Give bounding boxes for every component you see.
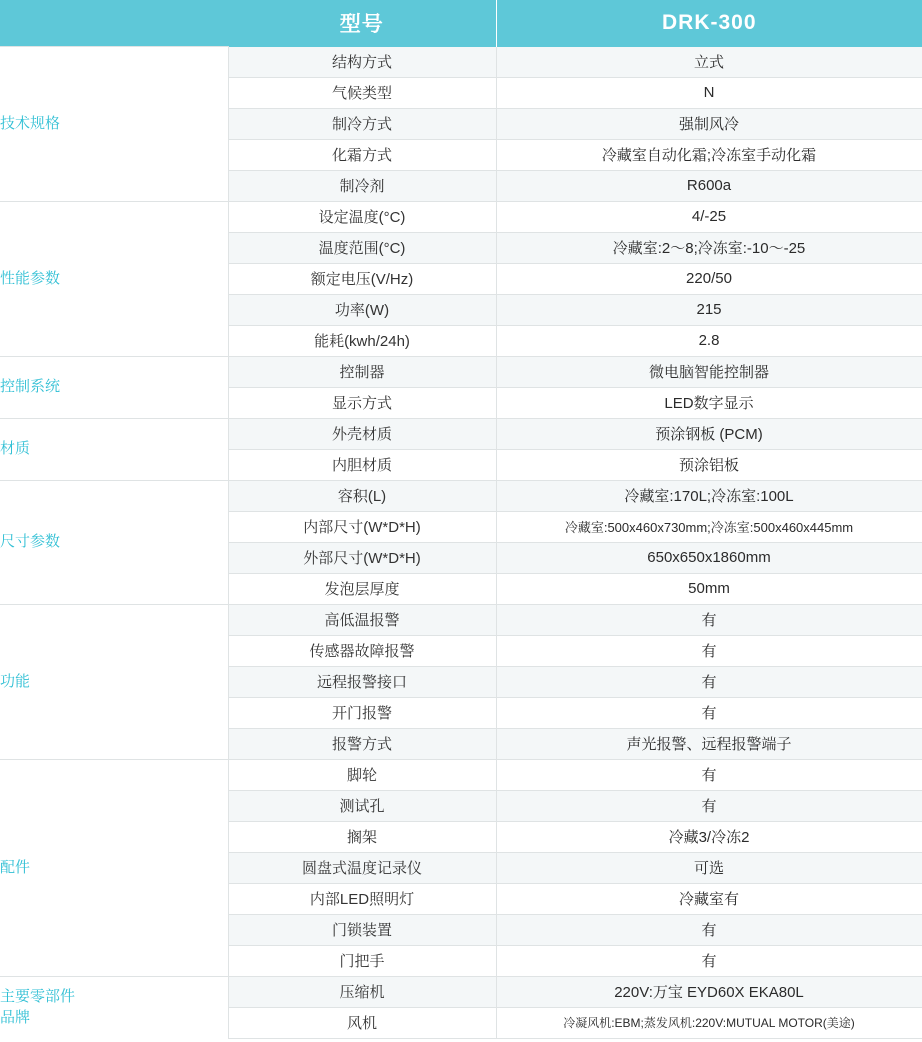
header-label: 型号 xyxy=(228,0,496,47)
spec-item: 能耗(kwh/24h) xyxy=(228,325,496,356)
spec-item: 搁架 xyxy=(228,821,496,852)
spec-value: 有 xyxy=(496,604,922,635)
header-spacer xyxy=(0,0,228,47)
spec-item: 气候类型 xyxy=(228,77,496,108)
spec-value: 有 xyxy=(496,697,922,728)
table-row xyxy=(0,480,922,511)
spec-value: 立式 xyxy=(496,47,922,78)
spec-value: 强制风冷 xyxy=(496,108,922,139)
category-dimensions: 尺寸参数 xyxy=(0,480,228,604)
spec-item: 显示方式 xyxy=(228,387,496,418)
spec-value: 有 xyxy=(496,945,922,976)
spec-item: 压缩机 xyxy=(228,976,496,1007)
category-functions: 功能 xyxy=(0,604,228,759)
table-row xyxy=(0,976,922,1007)
table-row xyxy=(0,759,922,790)
spec-item: 风机 xyxy=(228,1007,496,1038)
category-line-1: 主要零部件 xyxy=(0,987,76,1005)
table-row xyxy=(0,604,922,635)
spec-item: 结构方式 xyxy=(228,47,496,78)
spec-value: LED数字显示 xyxy=(496,387,922,418)
category-control-system: 控制系统 xyxy=(0,356,228,418)
spec-value: 预涂钢板 (PCM) xyxy=(496,418,922,449)
spec-value: 冷藏3/冷冻2 xyxy=(496,821,922,852)
table-header-row xyxy=(0,0,922,47)
spec-item: 测试孔 xyxy=(228,790,496,821)
spec-value: 冷藏室:500x460x730mm;冷冻室:500x460x445mm xyxy=(496,511,922,542)
spec-value: 微电脑智能控制器 xyxy=(496,356,922,387)
spec-item: 内部LED照明灯 xyxy=(228,883,496,914)
spec-value: 冷藏室:170L;冷冻室:100L xyxy=(496,480,922,511)
spec-value: 有 xyxy=(496,666,922,697)
spec-item: 温度范围(°C) xyxy=(228,232,496,263)
spec-item: 报警方式 xyxy=(228,728,496,759)
spec-item: 圆盘式温度记录仪 xyxy=(228,852,496,883)
spec-item: 制冷方式 xyxy=(228,108,496,139)
spec-value: 220/50 xyxy=(496,263,922,294)
table-row xyxy=(0,47,922,78)
spec-item: 脚轮 xyxy=(228,759,496,790)
spec-item: 外部尺寸(W*D*H) xyxy=(228,542,496,573)
category-performance: 性能参数 xyxy=(0,201,228,356)
spec-value: 215 xyxy=(496,294,922,325)
category-material: 材质 xyxy=(0,418,228,480)
spec-value: 预涂铝板 xyxy=(496,449,922,480)
spec-item: 内胆材质 xyxy=(228,449,496,480)
table-row xyxy=(0,356,922,387)
spec-item: 开门报警 xyxy=(228,697,496,728)
spec-item: 内部尺寸(W*D*H) xyxy=(228,511,496,542)
spec-value: 有 xyxy=(496,914,922,945)
spec-item: 控制器 xyxy=(228,356,496,387)
spec-value: 可选 xyxy=(496,852,922,883)
spec-item: 额定电压(V/Hz) xyxy=(228,263,496,294)
spec-value: 冷凝风机:EBM;蒸发风机:220V:MUTUAL MOTOR(美途) xyxy=(496,1007,922,1038)
header-model: DRK-300 xyxy=(496,0,922,47)
spec-item: 化霜方式 xyxy=(228,139,496,170)
table-row xyxy=(0,418,922,449)
spec-item: 外壳材质 xyxy=(228,418,496,449)
category-main-components-brand xyxy=(0,976,228,1038)
spec-value: 有 xyxy=(496,790,922,821)
spec-item: 高低温报警 xyxy=(228,604,496,635)
spec-value: 650x650x1860mm xyxy=(496,542,922,573)
spec-value: 冷藏室有 xyxy=(496,883,922,914)
table-row xyxy=(0,201,922,232)
spec-value: 冷藏室:2〜8;冷冻室:-10〜-25 xyxy=(496,232,922,263)
spec-value: N xyxy=(496,77,922,108)
spec-item: 门锁装置 xyxy=(228,914,496,945)
spec-value: 2.8 xyxy=(496,325,922,356)
spec-value: 50mm xyxy=(496,573,922,604)
spec-value: 声光报警、远程报警端子 xyxy=(496,728,922,759)
spec-item: 设定温度(°C) xyxy=(228,201,496,232)
spec-item: 远程报警接口 xyxy=(228,666,496,697)
spec-item: 制冷剂 xyxy=(228,170,496,201)
spec-value: 4/-25 xyxy=(496,201,922,232)
category-line-2: 品牌 xyxy=(0,1009,31,1027)
category-accessories: 配件 xyxy=(0,759,228,976)
spec-item: 传感器故障报警 xyxy=(228,635,496,666)
spec-item: 功率(W) xyxy=(228,294,496,325)
spec-item: 门把手 xyxy=(228,945,496,976)
spec-value: 有 xyxy=(496,635,922,666)
spec-item: 发泡层厚度 xyxy=(228,573,496,604)
category-technical-spec: 技术规格 xyxy=(0,47,228,202)
spec-value: 220V:万宝 EYD60X EKA80L xyxy=(496,976,922,1007)
spec-value: R600a xyxy=(496,170,922,201)
spec-item: 容积(L) xyxy=(228,480,496,511)
spec-value: 冷藏室自动化霜;冷冻室手动化霜 xyxy=(496,139,922,170)
spec-value: 有 xyxy=(496,759,922,790)
